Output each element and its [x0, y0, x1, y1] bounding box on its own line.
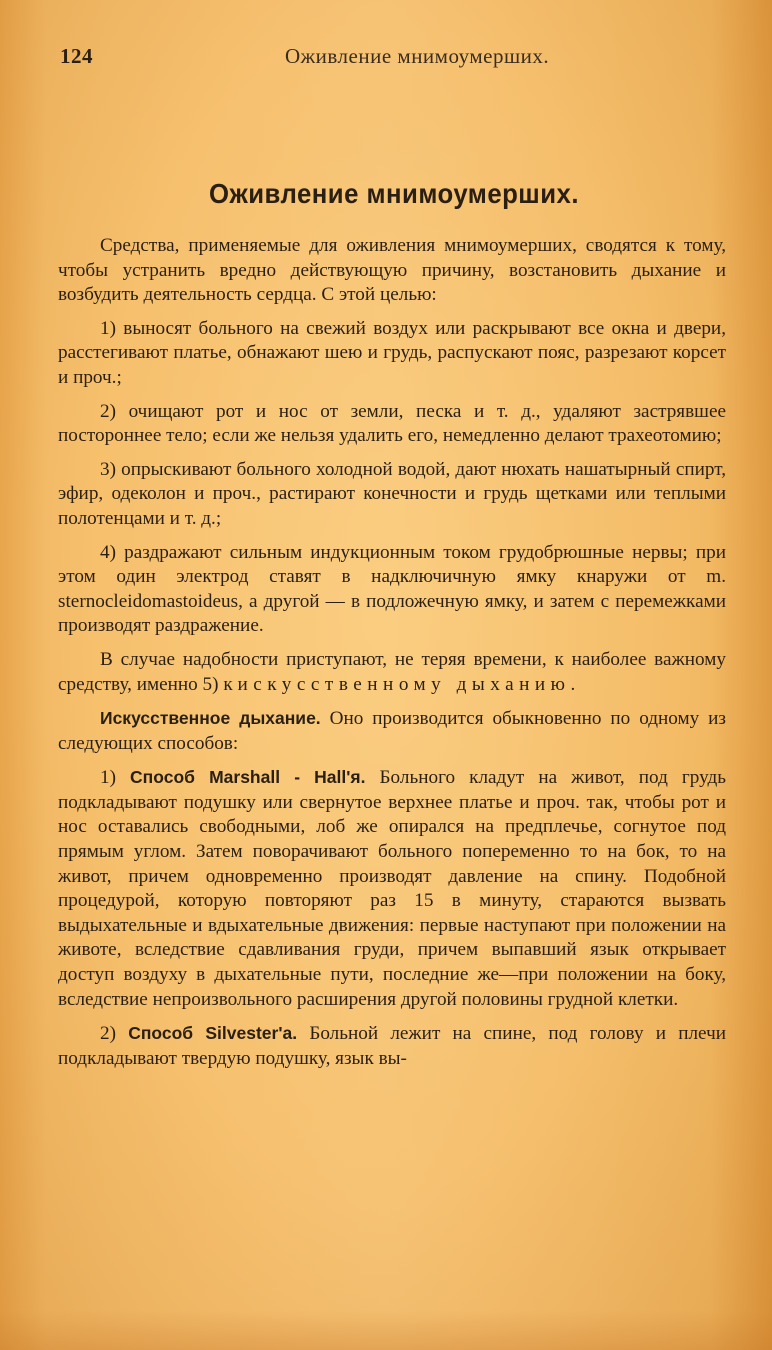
fallback-emphasis: искусственному дыханию.: [237, 673, 581, 695]
running-head: [60, 44, 730, 74]
artificial-breathing-heading: Искусственное дыхание.: [100, 708, 321, 729]
method-1-name: Способ Marshall - Hall'я.: [130, 767, 366, 788]
step-3-paragraph: 3) опрыскивают больного холодной водой, дают нюхать нашатырный спирт, эфир, одеколон и проч., растирают конечности и грудь щетками или теплыми полотенцами и т. д.;: [58, 458, 726, 529]
fallback-text: В случае надобности приступают, не теряя времени, к наиболее важному средству, именно 5) к: [58, 648, 726, 695]
method-1-text: Больного кладут на живот, под грудь подкладывают подушку или свернутое верхнее платье и проч. так, чтобы рот и нос оставались свободными, лоб же опирался на предплечье, согнутое под прямым углом. Затем поворачивают больного попеременно то на бок, то на живот, причем одновременно производят давление на спину. Подобной процедурой, которую повторяют раз 15 в минуту, стараются вызвать выдыхательные и вдыхательные движения: первые наступают при положении на животе, вследствие сдавливания груди, причем выпавший язык открывает доступ воздуху в дыхательные пути, последние же—при положении на боку, вследствие непроизвольного расширения другой половины грудной клетки.: [58, 767, 726, 1010]
intro-paragraph: Средства, применяемые для оживления мнимоумерших, сводятся к тому, чтобы устранить вредно действующую причину, возстановить дыхание и возбудить деятельность сердца. С этой целью:: [58, 235, 726, 306]
artificial-breathing-paragraph: [58, 706, 726, 756]
article-body: [58, 234, 726, 1080]
step-2-paragraph: 2) очищают рот и нос от земли, песка и т. д., удаляют застрявшее постороннее тело; если же нельзя удалить его, немедленно делают трахеотомию;: [58, 400, 726, 447]
method-2-text: Больной лежит на спине, под голову и плечи подкладывают твердую подушку, язык вы-: [58, 1023, 727, 1069]
running-title: Оживление мнимоумерших.: [285, 44, 550, 68]
method-1-number: 1): [100, 767, 116, 789]
method-2-number: 2): [100, 1023, 116, 1045]
method-1-paragraph: [58, 765, 726, 1012]
method-2-name: Способ Silvester'a.: [128, 1023, 298, 1044]
step-1-paragraph: 1) выносят больного на свежий воздух или раскрывают все окна и двери, расстегивают платье, обнажают шею и грудь, распускают пояс, разрезают корсет и проч.;: [58, 317, 726, 388]
page-number: 124: [60, 44, 93, 68]
fallback-paragraph: [58, 648, 726, 697]
artificial-breathing-text: Оно производится обыкновенно по одному из следующих способов:: [58, 708, 727, 754]
step-4-paragraph: 4) раздражают сильным индукционным током грудобрюшные нервы; при этом один электрод ставят в надключичную ямку кнаружи от m. sternocleidomastoideus, а другой — в подложечную ямку, и затем с перемежками производят раздражение.: [58, 541, 726, 637]
article-title: Оживление мнимоумерших.: [209, 178, 579, 209]
method-2-paragraph: [58, 1021, 726, 1071]
